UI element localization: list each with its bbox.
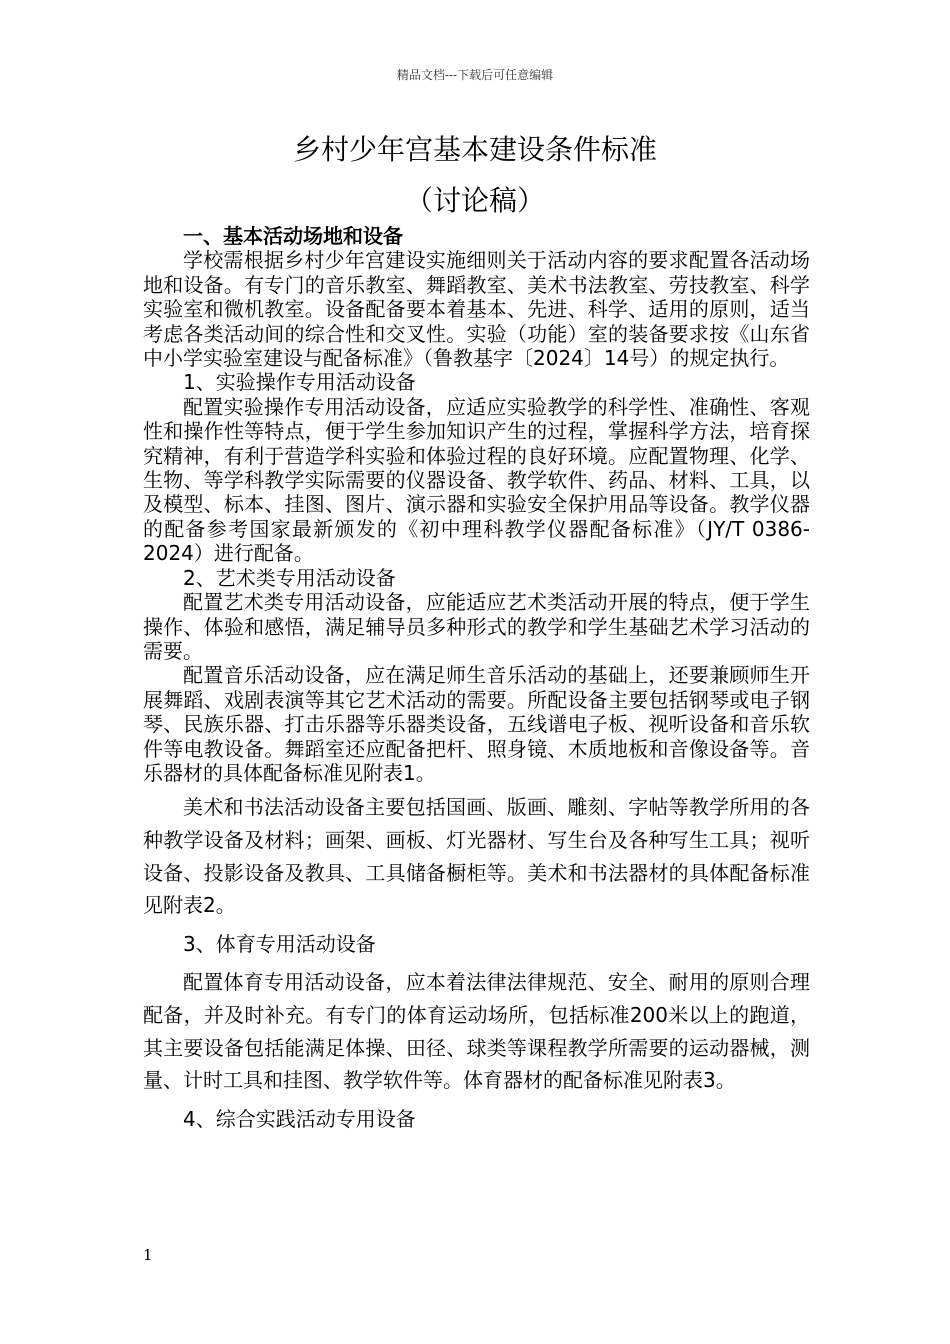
document-subtitle: （讨论稿） bbox=[404, 184, 545, 217]
document-body bbox=[143, 224, 810, 1135]
item-heading-art: 2、艺术类专用活动设备 bbox=[183, 565, 396, 590]
document-title: 乡村少年宫基本建设条件标准 bbox=[292, 133, 657, 166]
item-heading-practice: 4、综合实践活动专用设备 bbox=[183, 1106, 416, 1131]
art-equipment-paragraph: 配置艺术类专用活动设备，应能适应艺术类活动开展的特点，便于学生操作、体验和感悟，满足辅导员多种形式的教学和学生基础艺术学习活动的需要。 bbox=[143, 590, 810, 663]
page-number: 1 bbox=[143, 1246, 153, 1264]
item-heading-lab: 1、实验操作专用活动设备 bbox=[183, 370, 416, 395]
item-heading-sports: 3、体育专用活动设备 bbox=[183, 931, 376, 956]
calligraphy-equipment-paragraph: 美术和书法活动设备主要包括国画、版画、雕刻、字帖等教学所用的各种教学设备及材料；画架、画板、灯光器材、写生台及各种写生工具；视听设备、投影设备及教具、工具储备橱柜等。美术和书法器材的具体配备标准见附表2。 bbox=[143, 795, 810, 918]
page-header: 精品文档---下载后可任意编辑 bbox=[396, 68, 554, 82]
sports-equipment-paragraph: 配置体育专用活动设备，应本着法律法律规范、安全、耐用的原则合理配备，并及时补充。有专门的体育运动场所，包括标准200米以上的跑道，其主要设备包括能满足体操、田径、球类等课程教学所需要的运动器械，测量、计时工具和挂图、教学软件等。体育器材的配备标准见附表3。 bbox=[143, 970, 810, 1093]
lab-equipment-paragraph: 配置实验操作专用活动设备，应适应实验教学的科学性、准确性、客观性和操作性等特点，便于学生参加知识产生的过程，掌握科学方法，培育探究精神，有利于营造学科实验和体验过程的良好环境。应配置物理、化学、生物、等学科教学实际需要的仪器设备、教学软件、药品、材料、工具，以及模型、标本、挂图、图片、演示器和实验安全保护用品等设备。教学仪器的配备参考国家最新颁发的《初中理科教学仪器配备标准》（JY/T 0386-2024）进行配备。 bbox=[143, 394, 810, 566]
section-heading: 一、基本活动场地和设备 bbox=[183, 224, 403, 248]
music-equipment-paragraph: 配置音乐活动设备，应在满足师生音乐活动的基础上，还要兼顾师生开展舞蹈、戏剧表演等其它艺术活动的需要。所配设备主要包括钢琴或电子钢琴、民族乐器、打击乐器等乐器类设备，五线谱电子板、视听设备和音乐软件等电教设备。舞蹈室还应配备把杆、照身镜、木质地板和音像设备等。音乐器材的具体配备标准见附表1。 bbox=[143, 663, 810, 785]
intro-paragraph: 学校需根据乡村少年宫建设实施细则关于活动内容的要求配置各活动场地和设备。有专门的音乐教室、舞蹈教室、美术书法教室、劳技教室、科学实验室和微机教室。设备配备要本着基本、先进、科学、适用的原则，适当考虑各类活动间的综合性和交叉性。实验（功能）室的装备要求按《山东省中小学实验室建设与配备标准》（鲁教基字〔2024〕14号）的规定执行。 bbox=[143, 248, 810, 371]
